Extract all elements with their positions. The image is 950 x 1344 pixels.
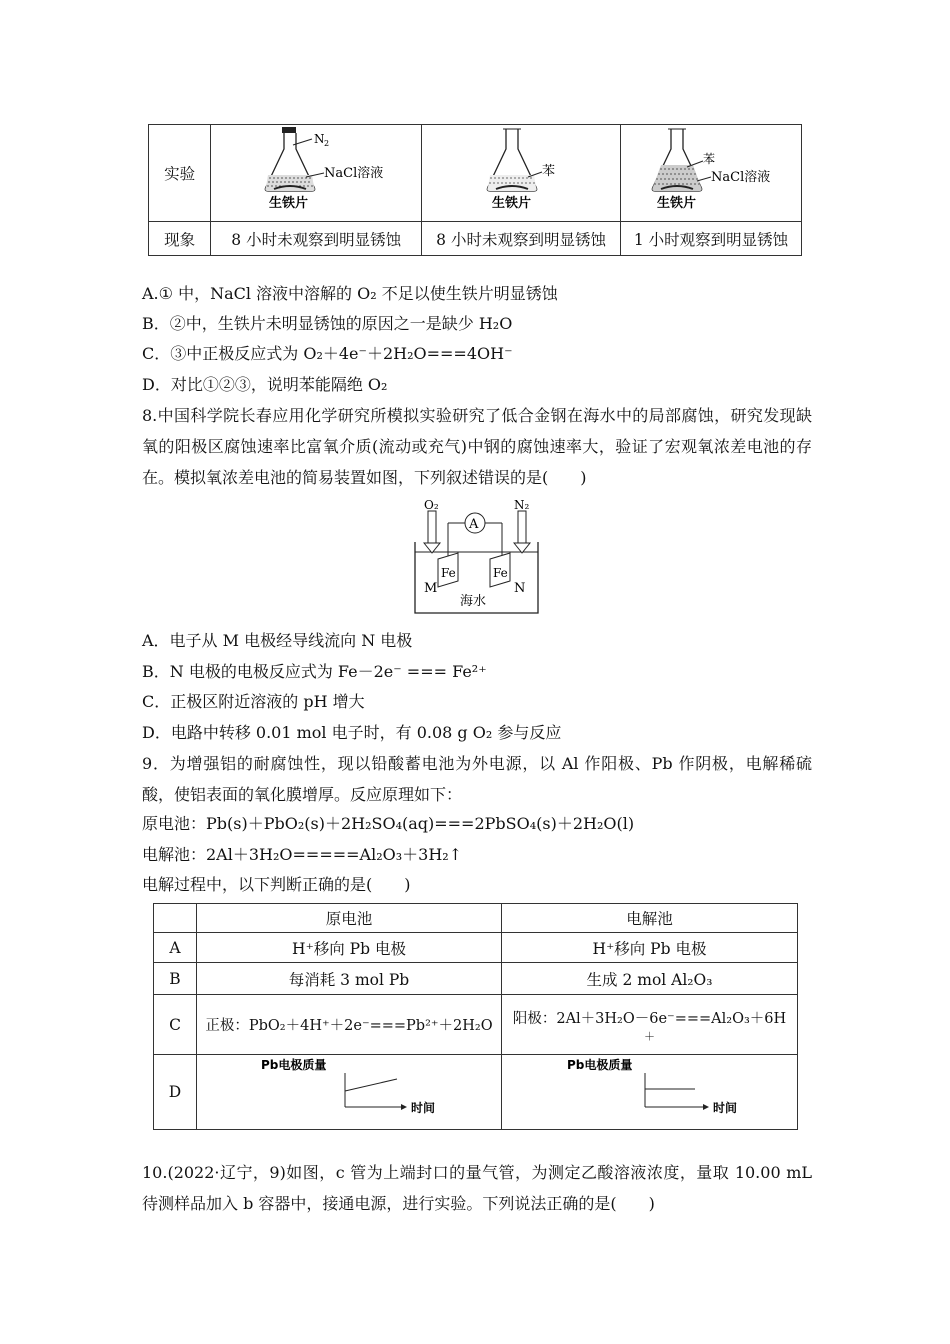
flask-1-diagram (216, 125, 416, 217)
flask-3-diagram (621, 125, 801, 217)
row-label-observation: 现象 (149, 222, 211, 256)
q9-answer-table (153, 903, 798, 1130)
observation-2: 8 小时未观察到明显锈蚀 (422, 222, 621, 256)
row-key-b: B (154, 963, 197, 995)
q8-option-c: C．正极区附近溶液的 pH 增大 (142, 692, 365, 711)
q8-stem: 8.中国科学院长春应用化学研究所模拟实验研究了低合金钢在海水中的局部腐蚀，研究发现缺氧的阳极区腐蚀速率比富氧介质(流动或充气)中钢的腐蚀速率大，验证了宏观氧浓差电池的存在。模拟氧浓差电池的简易装置如图，下列叙述错误的是( ) (142, 406, 812, 487)
q8-option-a: A．电子从 M 电极经导线流向 N 电极 (142, 631, 413, 650)
seawater-label: 海水 (460, 594, 487, 609)
row-d-cell-graph (197, 1055, 502, 1130)
q8-option-d: D．电路中转移 0.01 mol 电子时，有 0.08 g O₂ 参与反应 (142, 723, 562, 742)
graph-1-ylabel: Pb电极质量 (261, 1058, 327, 1072)
graph-electrolysis (505, 1055, 795, 1125)
o2-label: O₂ (424, 498, 439, 512)
row-a-cell: H⁺移向 Pb 电极 (197, 933, 502, 963)
experiment-table (148, 124, 802, 256)
flask-3-top: 苯 (703, 152, 716, 166)
flask-2-piece: 生铁片 (492, 196, 532, 211)
row-key-c: C (154, 995, 197, 1055)
flask-1-piece: 生铁片 (269, 196, 309, 211)
header-cell: 原电池 (197, 904, 502, 933)
header-electrolysis: 电解池 (502, 904, 798, 933)
row-a-electrolysis: H⁺移向 Pb 电极 (502, 933, 798, 963)
oxygen-concentration-cell-diagram (410, 497, 545, 617)
graph-2-ylabel: Pb电极质量 (566, 1058, 632, 1072)
q7-option-d: D．对比①②③，说明苯能隔绝 O₂ (142, 375, 388, 394)
q10-stem: 10.(2022·辽宁，9)如图，c 管为上端封口的量气管，为测定乙酸溶液浓度，量取 10.00 mL 待测样品加入 b 容器中，接通电源，进行实验。下列说法正确的是( ) (142, 1163, 812, 1213)
flask-3-cell (621, 125, 802, 222)
flask-1-liquid: NaCl溶液 (324, 166, 384, 181)
row-c-electrolysis: 阳极：2Al＋3H₂O－6e⁻===Al₂O₃＋6H ＋ (502, 995, 798, 1055)
ammeter-label: A (469, 517, 479, 532)
flask-1-cell (211, 125, 422, 222)
row-key-a: A (154, 933, 197, 963)
row-b-cell: 每消耗 3 mol Pb (197, 963, 502, 995)
q9-electrolysis-reaction: 电解池：2Al＋3H₂O=====Al₂O₃＋3H₂↑ (142, 845, 463, 864)
q7-option-a: A.① 中，NaCl 溶液中溶解的 O₂ 不足以使生铁片明显锈蚀 (142, 284, 558, 303)
q7-option-b: B．②中，生铁片未明显锈蚀的原因之一是缺少 H₂O (142, 314, 513, 333)
fe-left-label: Fe (441, 566, 456, 580)
observation-1: 8 小时未观察到明显锈蚀 (211, 222, 422, 256)
row-label-experiment: 实验 (149, 125, 211, 222)
flask-2-diagram (426, 125, 616, 217)
flask-2-liquid: 苯 (542, 164, 556, 179)
q7-option-c: C．③中正极反应式为 O₂＋4e⁻＋2H₂O===4OH⁻ (142, 344, 513, 363)
graph-2-xlabel: 时间 (712, 1101, 737, 1115)
flask-3-liquid: NaCl溶液 (711, 170, 771, 185)
row-b-electrolysis: 生成 2 mol Al₂O₃ (502, 963, 798, 995)
observation-3: 1 小时观察到明显锈蚀 (621, 222, 802, 256)
flask-3-piece: 生铁片 (657, 196, 697, 211)
graph-cell (199, 1055, 499, 1125)
row-c-cell: 正极：PbO₂＋4H⁺＋2e⁻===Pb²⁺＋2H₂O (197, 995, 502, 1055)
flask-1-gas: N (314, 132, 325, 146)
flask-2-cell (422, 125, 621, 222)
svg-text:2: 2 (324, 139, 330, 148)
fe-right-label: Fe (493, 566, 508, 580)
n-label: N (514, 581, 526, 596)
q9-question: 电解过程中，以下判断正确的是( ) (142, 875, 411, 894)
q9-stem: 9．为增强铝的耐腐蚀性，现以铅酸蓄电池为外电源，以 Al 作阳极、Pb 作阴极，电解稀硫酸，使铝表面的氧化膜增厚。反应原理如下： (142, 754, 812, 804)
q8-option-b: B．N 电极的电极反应式为 Fe－2e⁻ === Fe²⁺ (142, 662, 487, 681)
m-label: M (424, 581, 438, 596)
row-d-electrolysis-graph (502, 1055, 798, 1130)
graph-1-xlabel: 时间 (411, 1101, 436, 1115)
q9-cell-reaction: 原电池：Pb(s)＋PbO₂(s)＋2H₂SO₄(aq)===2PbSO₄(s)＋2H₂O(l) (142, 814, 635, 833)
row-key-d: D (154, 1055, 197, 1130)
n2-label: N₂ (514, 498, 530, 512)
